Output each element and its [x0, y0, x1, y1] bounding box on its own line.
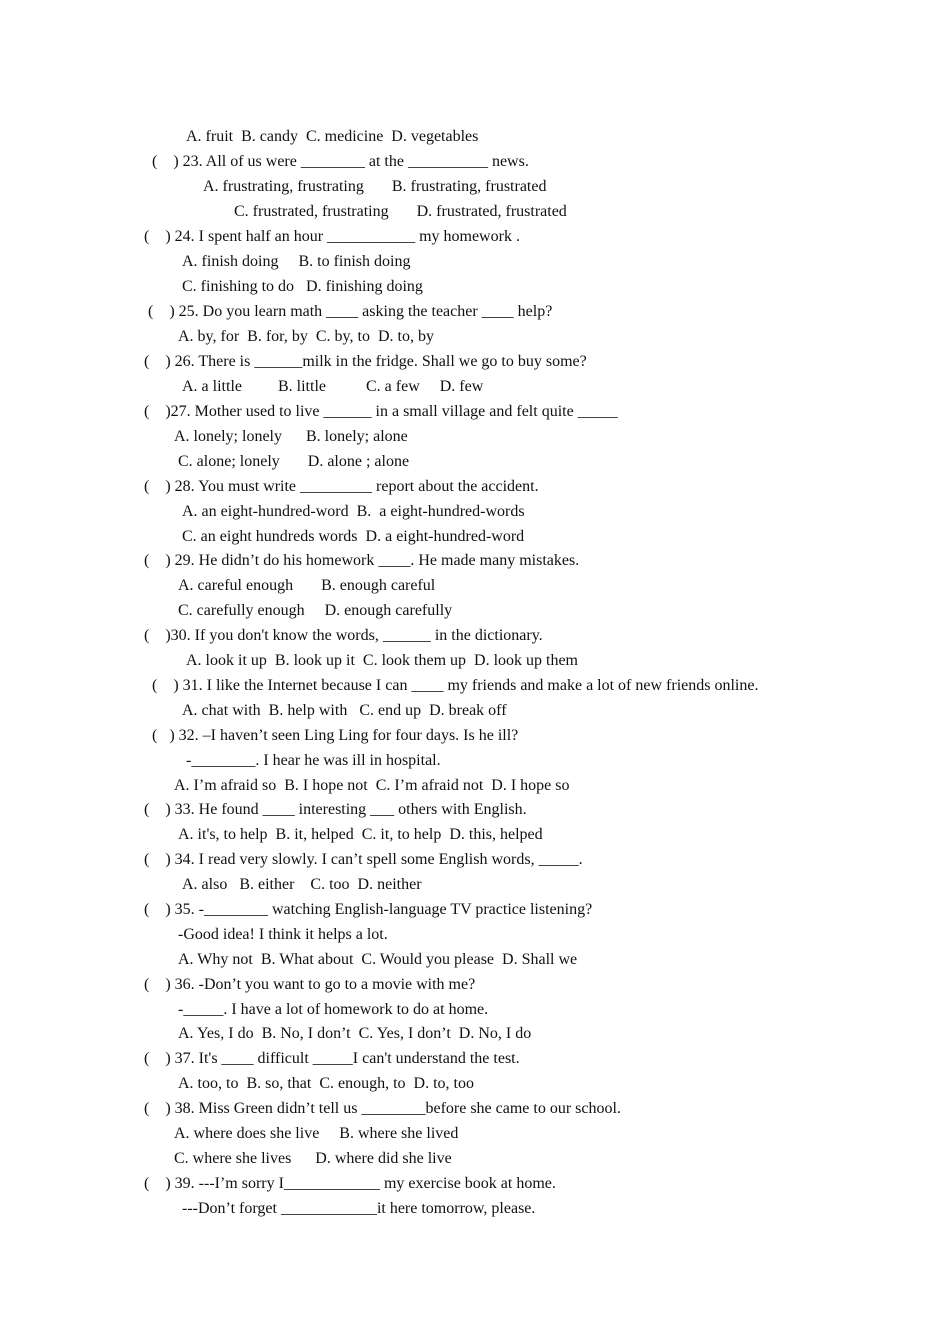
question-32: ( ) 32. –I haven’t seen Ling Ling for four days. Is he ill?	[152, 727, 519, 744]
question-38: ( ) 38. Miss Green didn’t tell us ________before she came to our school.	[144, 1100, 621, 1117]
options-27-cd: C. alone; lonely D. alone ; alone	[178, 453, 410, 470]
options-31: A. chat with B. help with C. end up D. break off	[182, 702, 507, 719]
options-24-cd: C. finishing to do D. finishing doing	[182, 278, 423, 295]
options-36: A. Yes, I do B. No, I don’t C. Yes, I don’t D. No, I do	[178, 1025, 532, 1042]
question-31: ( ) 31. I like the Internet because I can ____ my friends and make a lot of new friends online.	[152, 677, 759, 694]
options-24-ab: A. finish doing B. to finish doing	[182, 253, 411, 270]
options-38-cd: C. where she lives D. where did she live	[174, 1150, 452, 1167]
options-26: A. a little B. little C. a few D. few	[182, 378, 484, 395]
options-33: A. it's, to help B. it, helped C. it, to help D. this, helped	[178, 826, 543, 843]
question-25: ( ) 25. Do you learn math ____ asking the teacher ____ help?	[148, 303, 553, 320]
question-35: ( ) 35. -________ watching English-language TV practice listening?	[144, 901, 593, 918]
options-35: A. Why not B. What about C. Would you please D. Shall we	[178, 951, 578, 968]
question-36-reply: -_____. I have a lot of homework to do at home.	[178, 1001, 489, 1018]
options-29-cd: C. carefully enough D. enough carefully	[178, 602, 453, 619]
question-33: ( ) 33. He found ____ interesting ___ others with English.	[144, 801, 527, 818]
question-32-reply: -________. I hear he was ill in hospital.	[186, 752, 441, 769]
options-27-ab: A. lonely; lonely B. lonely; alone	[174, 428, 408, 445]
options-29-ab: A. careful enough B. enough careful	[178, 577, 436, 594]
options-38-ab: A. where does she live B. where she lived	[174, 1125, 459, 1142]
options-28-cd: C. an eight hundreds words D. a eight-hundred-word	[182, 528, 525, 545]
question-24: ( ) 24. I spent half an hour ___________ my homework .	[144, 228, 520, 245]
options-23-cd: C. frustrated, frustrating D. frustrated, frustrated	[234, 203, 567, 220]
question-35-reply: -Good idea! I think it helps a lot.	[178, 926, 388, 943]
question-37: ( ) 37. It's ____ difficult _____I can't understand the test.	[144, 1050, 520, 1067]
options-28-ab: A. an eight-hundred-word B. a eight-hundred-words	[182, 503, 525, 520]
question-29: ( ) 29. He didn’t do his homework ____. He made many mistakes.	[144, 552, 580, 569]
question-34: ( ) 34. I read very slowly. I can’t spell some English words, _____.	[144, 851, 583, 868]
question-27: ( )27. Mother used to live ______ in a small village and felt quite _____	[144, 403, 618, 420]
options-23-ab: A. frustrating, frustrating B. frustrating, frustrated	[203, 178, 547, 195]
question-30: ( )30. If you don't know the words, ______ in the dictionary.	[144, 627, 543, 644]
options-22: A. fruit B. candy C. medicine D. vegetables	[186, 128, 479, 145]
options-25: A. by, for B. for, by C. by, to D. to, by	[178, 328, 434, 345]
options-30: A. look it up B. look up it C. look them up D. look up them	[186, 652, 578, 669]
options-37: A. too, to B. so, that C. enough, to D. to, too	[178, 1075, 474, 1092]
question-28: ( ) 28. You must write _________ report about the accident.	[144, 478, 539, 495]
question-23: ( ) 23. All of us were ________ at the __________ news.	[152, 153, 529, 170]
options-32: A. I’m afraid so B. I hope not C. I’m afraid not D. I hope so	[174, 777, 570, 794]
options-34: A. also B. either C. too D. neither	[182, 876, 422, 893]
question-39: ( ) 39. ---I’m sorry I____________ my exercise book at home.	[144, 1175, 556, 1192]
question-39-reply: ---Don’t forget ____________it here tomorrow, please.	[182, 1200, 536, 1217]
question-36: ( ) 36. -Don’t you want to go to a movie with me?	[144, 976, 476, 993]
question-26: ( ) 26. There is ______milk in the fridge. Shall we go to buy some?	[144, 353, 587, 370]
